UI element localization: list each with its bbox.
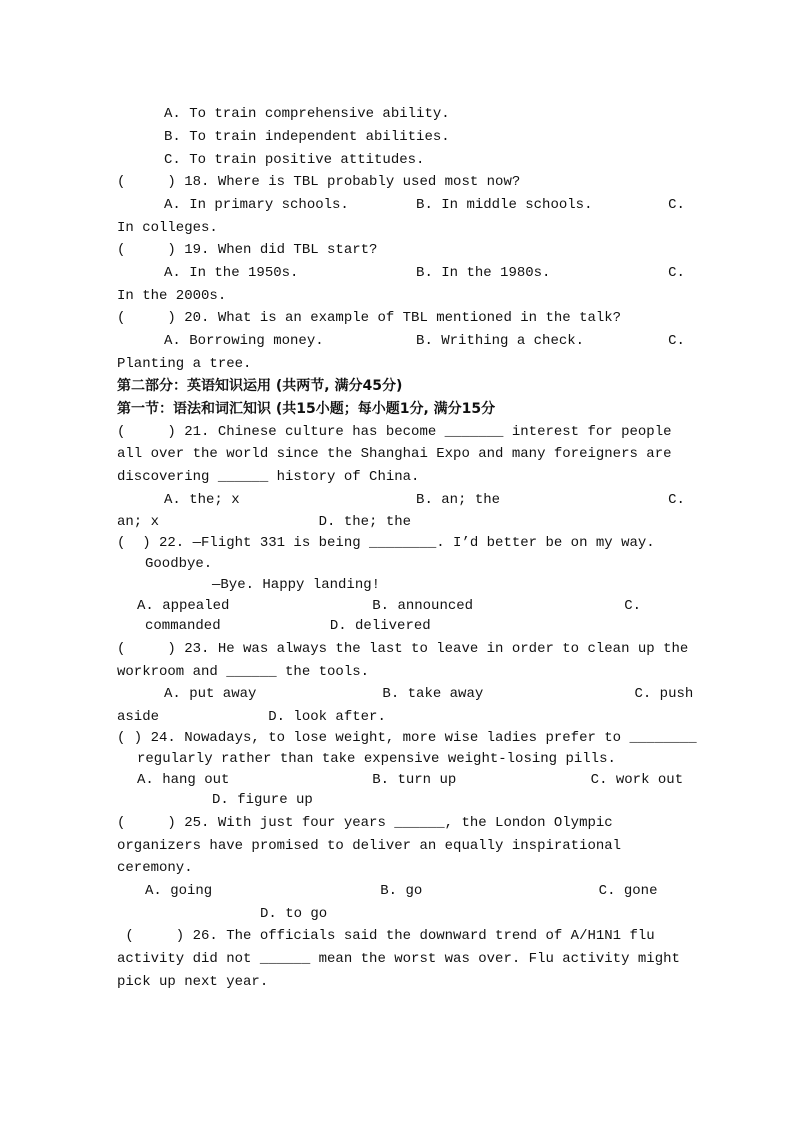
option-line: Planting a tree. (117, 356, 252, 372)
option-line: aside D. look after. (117, 709, 386, 725)
section-heading: 第一节：语法和词汇知识 (共15小题；每小题1分, 满分15分 (117, 401, 496, 417)
question-line: ( ) 25. With just four years ______, the London Olympic (117, 815, 613, 831)
question-line: organizers have promised to deliver an equally inspirational (117, 838, 622, 854)
option-line: C. To train positive attitudes. (164, 152, 425, 168)
option-line: A. going B. go C. gone (145, 883, 658, 899)
question-line: discovering ______ history of China. (117, 469, 420, 485)
question-line: all over the world since the Shanghai Expo and many foreigners are (117, 446, 672, 462)
question-line: ( ) 21. Chinese culture has become _______ interest for people (117, 424, 672, 440)
question-line: ( ) 20. What is an example of TBL mentioned in the talk? (117, 310, 622, 326)
part-heading: 第二部分：英语知识运用 (共两节, 满分45分) (117, 378, 403, 394)
option-line: A. To train comprehensive ability. (164, 106, 450, 122)
option-line: A. In primary schools. B. In middle schools. C. (164, 197, 685, 213)
option-line: an; x D. the; the (117, 514, 412, 530)
question-line: ( ) 22. —Flight 331 is being ________. I’d better be on my way. (117, 535, 655, 551)
option-line: A. put away B. take away C. push (164, 686, 694, 702)
question-line: pick up next year. (117, 974, 269, 990)
option-line: A. appealed B. announced C. (137, 598, 642, 614)
question-line: ( ) 18. Where is TBL probably used most now? (117, 174, 521, 190)
question-line: ( ) 23. He was always the last to leave in order to clean up the (117, 641, 689, 657)
option-line: A. hang out B. turn up C. work out (137, 772, 684, 788)
question-line: ( ) 24. Nowadays, to lose weight, more wise ladies prefer to ________ (117, 730, 697, 746)
question-line: —Bye. Happy landing! (212, 577, 381, 593)
option-line: In the 2000s. (117, 288, 227, 304)
option-line: commanded D. delivered (145, 618, 431, 634)
option-line: A. the; x B. an; the C. (164, 492, 685, 508)
option-line: In colleges. (117, 220, 218, 236)
option-line: A. Borrowing money. B. Writhing a check. C. (164, 333, 685, 349)
question-line: regularly rather than take expensive weight-losing pills. (137, 751, 616, 767)
question-line: ( ) 19. When did TBL start? (117, 242, 378, 258)
question-line: ( ) 26. The officials said the downward trend of A/H1N1 flu (117, 928, 655, 944)
option-line: B. To train independent abilities. (164, 129, 450, 145)
question-line: ceremony. (117, 860, 193, 876)
option-line: A. In the 1950s. B. In the 1980s. C. (164, 265, 685, 281)
question-line: Goodbye. (145, 556, 213, 572)
option-line: D. to go (260, 906, 328, 922)
option-line: D. figure up (212, 792, 313, 808)
question-line: workroom and ______ the tools. (117, 664, 370, 680)
question-line: activity did not ______ mean the worst was over. Flu activity might (117, 951, 680, 967)
